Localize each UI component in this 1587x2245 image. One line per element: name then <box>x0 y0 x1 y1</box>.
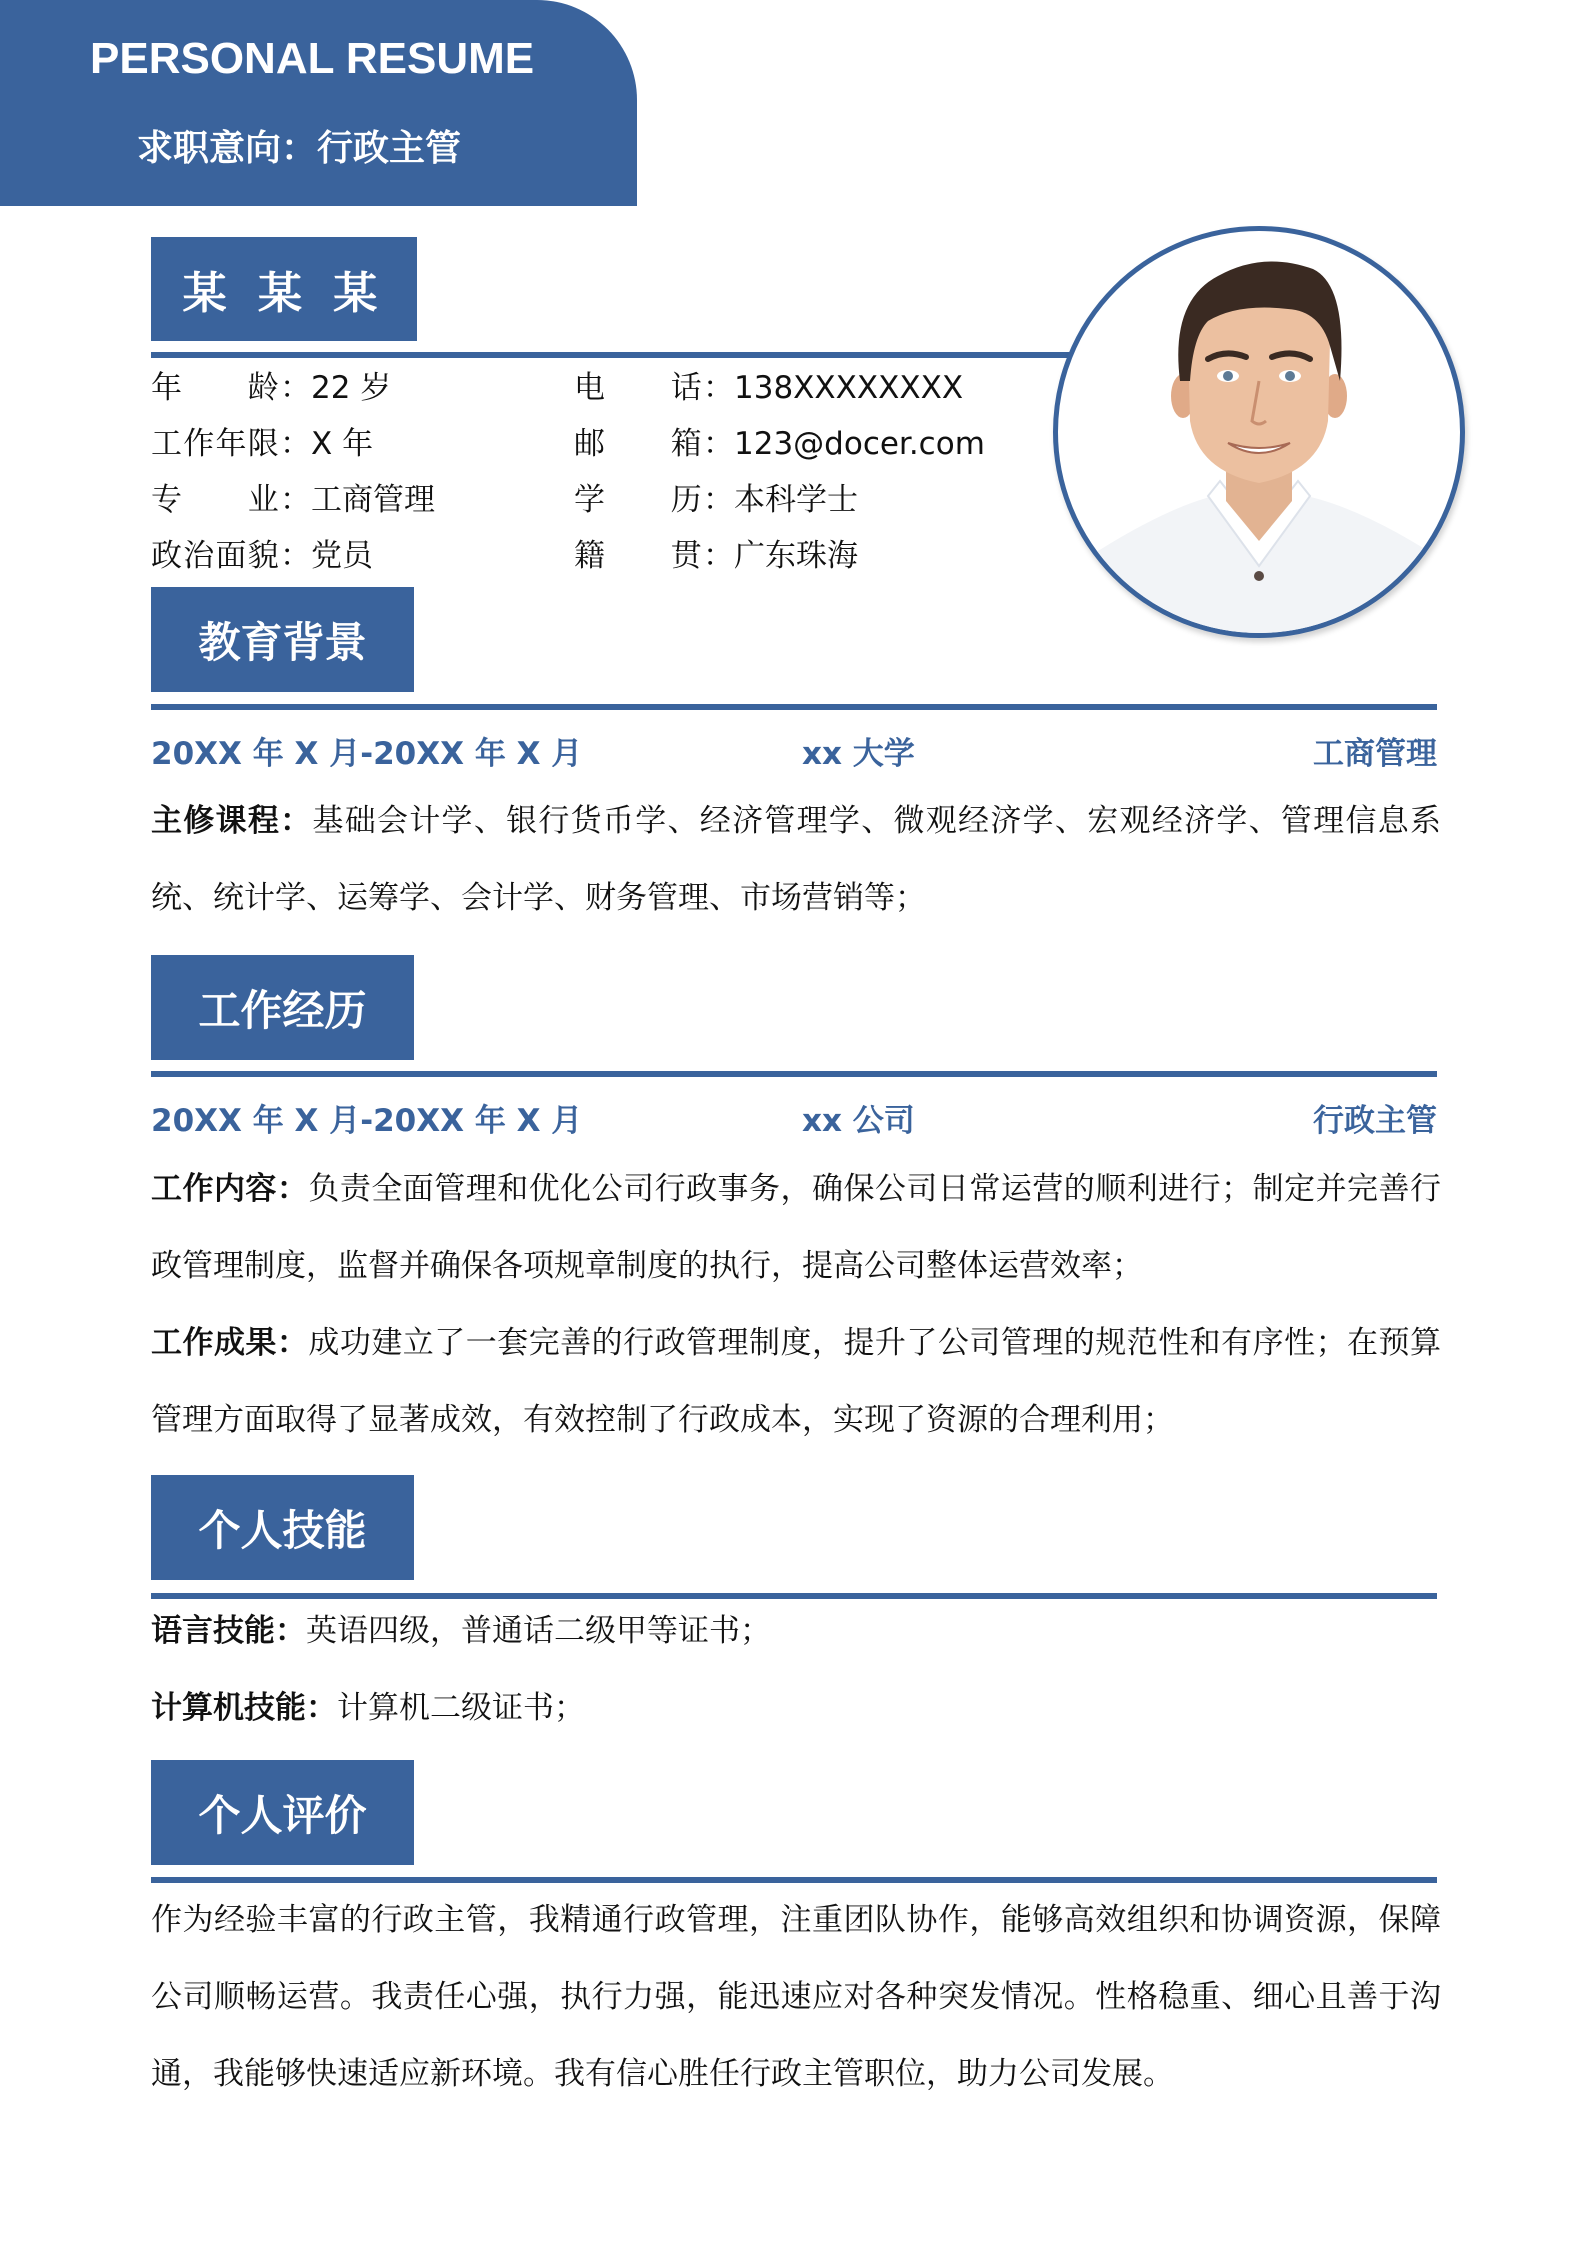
email-value: 123@docer.com <box>734 426 985 462</box>
info-row-phone <box>574 360 985 416</box>
info-label: 邮 箱： <box>574 426 734 462</box>
info-label: 学 历： <box>574 482 734 518</box>
skill-label: 计算机技能： <box>151 1690 337 1726</box>
person-portrait-icon <box>1058 231 1460 633</box>
courses-text: 基础会计学、银行货币学、经济管理学、微观经济学、宏观经济学、管理信息系统、统计学、运筹学、会计学、财务管理、市场营销等； <box>151 803 1442 916</box>
work-content-text: 负责全面管理和优化公司行政事务，确保公司日常运营的顺利进行；制定并完善行政管理制度，监督并确保各项规章制度的执行，提高公司整体运营效率； <box>151 1171 1441 1284</box>
info-value: 党员 <box>311 538 373 574</box>
resume-title: PERSONAL RESUME <box>90 34 535 83</box>
work-meta-row <box>151 1095 1437 1143</box>
evaluation-text: 作为经验丰富的行政主管，我精通行政管理，注重团队协作，能够高效组织和协调资源，保障公司顺畅运营。我责任心强，执行力强，能迅速应对各种突发情况。性格稳重、细心且善于沟通，我能够快速适应新环境。我有信心胜任行政主管职位，助力公司发展。 <box>151 1902 1441 2092</box>
info-left-column <box>151 360 435 584</box>
info-value: 本科学士 <box>734 482 858 518</box>
section-heading-work: 工作经历 <box>151 955 414 1060</box>
info-row-age <box>151 360 435 416</box>
info-label: 电 话： <box>574 370 734 406</box>
skills-divider <box>151 1593 1437 1599</box>
info-label: 年 龄： <box>151 370 311 406</box>
skill-text: 英语四级，普通话二级甲等证书； <box>306 1613 771 1649</box>
info-row-degree <box>574 472 985 528</box>
courses-label: 主修课程： <box>151 803 313 839</box>
info-value: 22 岁 <box>311 370 392 406</box>
skill-label: 语言技能： <box>151 1613 306 1649</box>
info-row-political-status <box>151 528 435 584</box>
info-label: 籍 贯： <box>574 538 734 574</box>
skill-item-computer <box>151 1682 585 1727</box>
work-result <box>151 1305 1441 1459</box>
header-banner <box>0 0 637 206</box>
info-value: X 年 <box>311 426 374 462</box>
job-intent: 求职意向：行政主管 <box>137 128 462 169</box>
work-divider <box>151 1071 1437 1077</box>
info-row-major <box>151 472 435 528</box>
work-result-label: 工作成果： <box>151 1325 309 1361</box>
portrait-photo <box>1053 226 1465 638</box>
info-row-work-years <box>151 416 435 472</box>
work-content-label: 工作内容： <box>151 1171 309 1207</box>
info-right-column <box>574 360 985 584</box>
info-label: 工作年限： <box>151 426 311 462</box>
education-courses <box>151 783 1441 937</box>
info-value: 工商管理 <box>311 482 435 518</box>
education-period: 20XX 年 X 月-20XX 年 X 月 <box>151 736 583 772</box>
info-row-hometown <box>574 528 985 584</box>
section-heading-education: 教育背景 <box>151 587 414 692</box>
work-company: xx 公司 <box>802 1103 915 1139</box>
section-heading-evaluation: 个人评价 <box>151 1760 414 1865</box>
name-badge: 某 某 某 <box>151 237 417 341</box>
education-school: xx 大学 <box>802 736 915 772</box>
section-heading-skills: 个人技能 <box>151 1475 414 1580</box>
info-row-email <box>574 416 985 472</box>
work-position: 行政主管 <box>1313 1103 1437 1139</box>
education-divider <box>151 704 1437 710</box>
skill-item-language <box>151 1605 771 1650</box>
skill-text: 计算机二级证书； <box>337 1690 585 1726</box>
info-label: 专 业： <box>151 482 311 518</box>
work-result-text: 成功建立了一套完善的行政管理制度，提升了公司管理的规范性和有序性；在预算管理方面取得了显著成效，有效控制了行政成本，实现了资源的合理利用； <box>151 1325 1441 1438</box>
info-label: 政治面貌： <box>151 538 311 574</box>
education-meta-row <box>151 728 1437 776</box>
work-period: 20XX 年 X 月-20XX 年 X 月 <box>151 1103 583 1139</box>
name-divider <box>151 352 1071 358</box>
work-content <box>151 1151 1441 1305</box>
phone-value: 138XXXXXXXX <box>734 370 964 406</box>
info-value: 广东珠海 <box>734 538 858 574</box>
education-major: 工商管理 <box>1313 736 1437 772</box>
